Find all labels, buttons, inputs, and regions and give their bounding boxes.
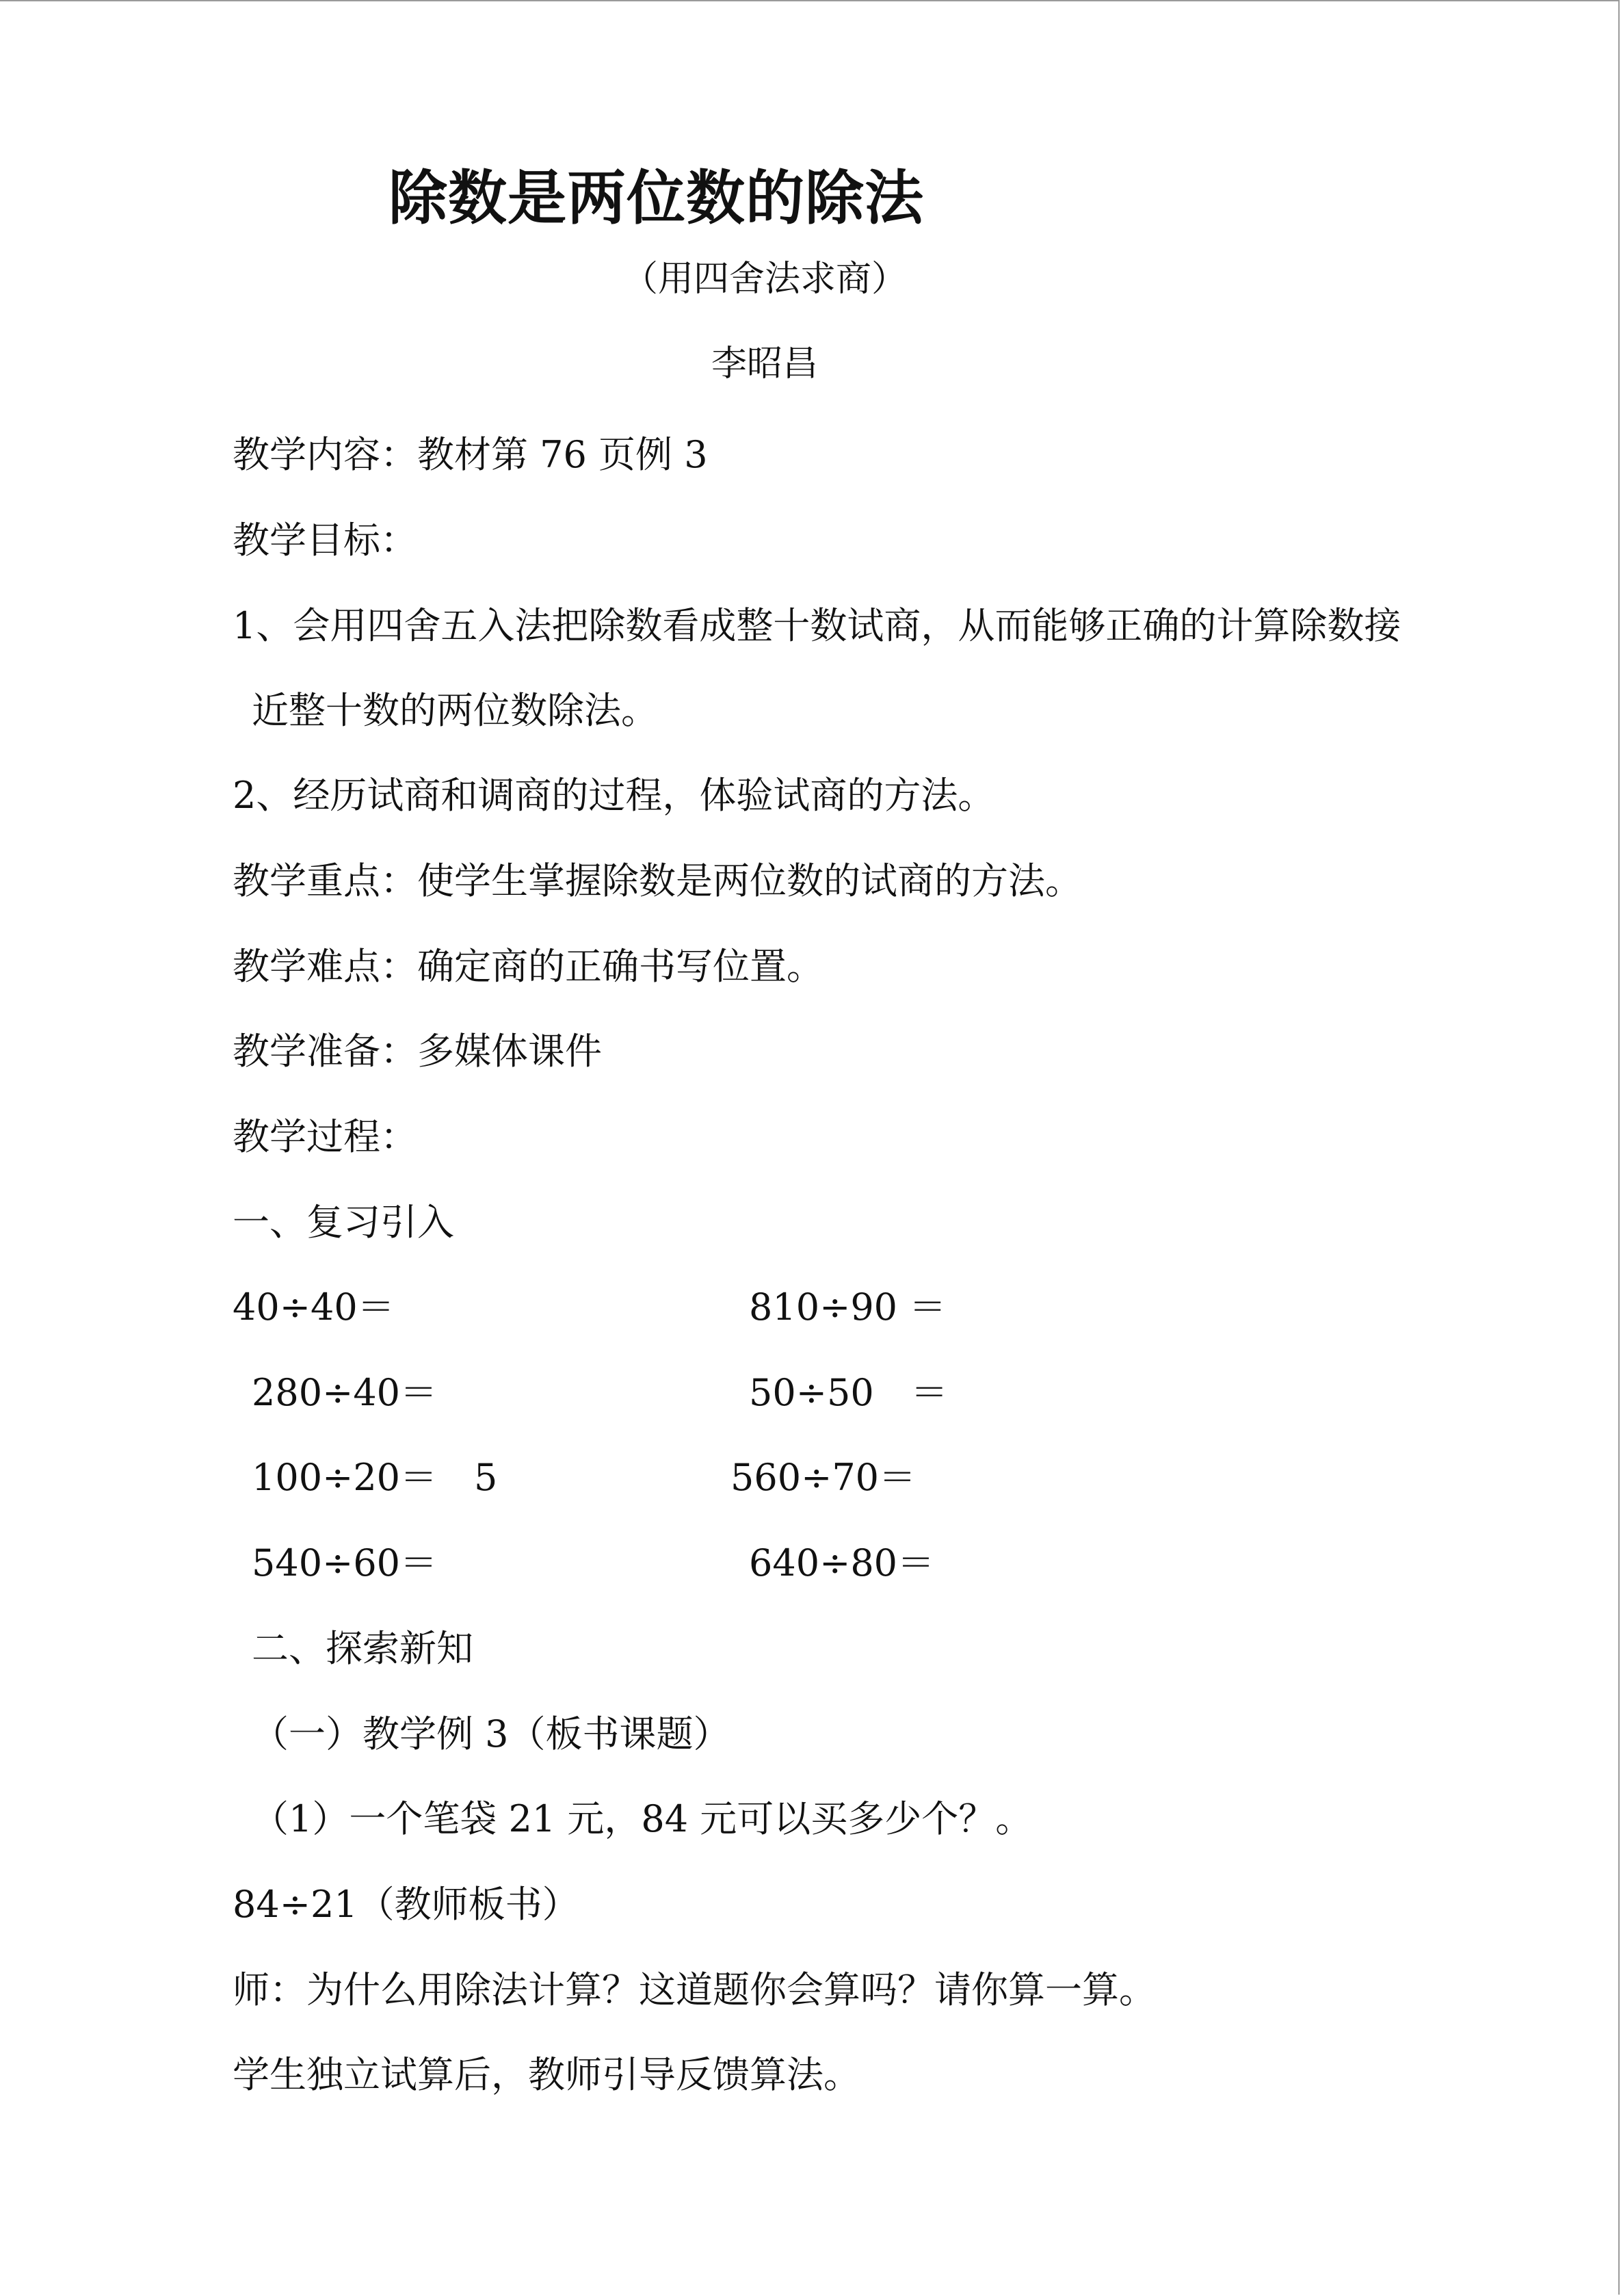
review-item: 280÷40＝: [252, 1371, 438, 1414]
objective-1-line2: 近整十数的两位数除法。: [252, 689, 658, 732]
document-title: 除数是两位数的除法: [388, 164, 924, 233]
preparation: 教学准备：多媒体课件: [233, 1030, 602, 1073]
process-heading: 教学过程：: [233, 1115, 417, 1158]
section-review-heading: 一、复习引入: [233, 1201, 454, 1244]
section-explore-heading: 二、探索新知: [252, 1627, 473, 1670]
review-item: 50÷50 ＝: [749, 1371, 948, 1414]
problem-text: （1）一个笔袋 21 元，84 元可以买多少个？。: [252, 1797, 1033, 1840]
difficulty: 教学难点：确定商的正确书写位置。: [233, 945, 823, 988]
example-heading: （一）教学例 3（板书课题）: [252, 1712, 730, 1756]
review-item: 810÷90 ＝: [749, 1286, 947, 1329]
teaching-content: 教学内容：教材第 76 页例 3: [233, 433, 708, 476]
student-action: 学生独立试算后，教师引导反馈算法。: [233, 2053, 860, 2096]
document-author: 李昭昌: [711, 343, 819, 384]
review-item: 640÷80＝: [749, 1541, 935, 1584]
document-subtitle: （用四舍法求商）: [622, 259, 908, 300]
review-item: 100÷20＝ 5: [252, 1456, 498, 1499]
objective-1-line1: 1、会用四舍五入法把除数看成整十数试商，从而能够正确的计算除数接: [233, 604, 1401, 647]
review-item: 540÷60＝: [252, 1541, 438, 1584]
review-item: 40÷40＝: [233, 1286, 395, 1329]
objectives-heading: 教学目标：: [233, 519, 417, 562]
teacher-question: 师：为什么用除法计算？这道题你会算吗？请你算一算。: [233, 1968, 1156, 2011]
review-item: 560÷70＝: [730, 1456, 917, 1499]
objective-2: 2、经历试商和调商的过程，体验试商的方法。: [233, 774, 995, 817]
board-writing: 84÷21（教师板书）: [233, 1883, 579, 1926]
key-point: 教学重点：使学生掌握除数是两位数的试商的方法。: [233, 859, 1082, 902]
